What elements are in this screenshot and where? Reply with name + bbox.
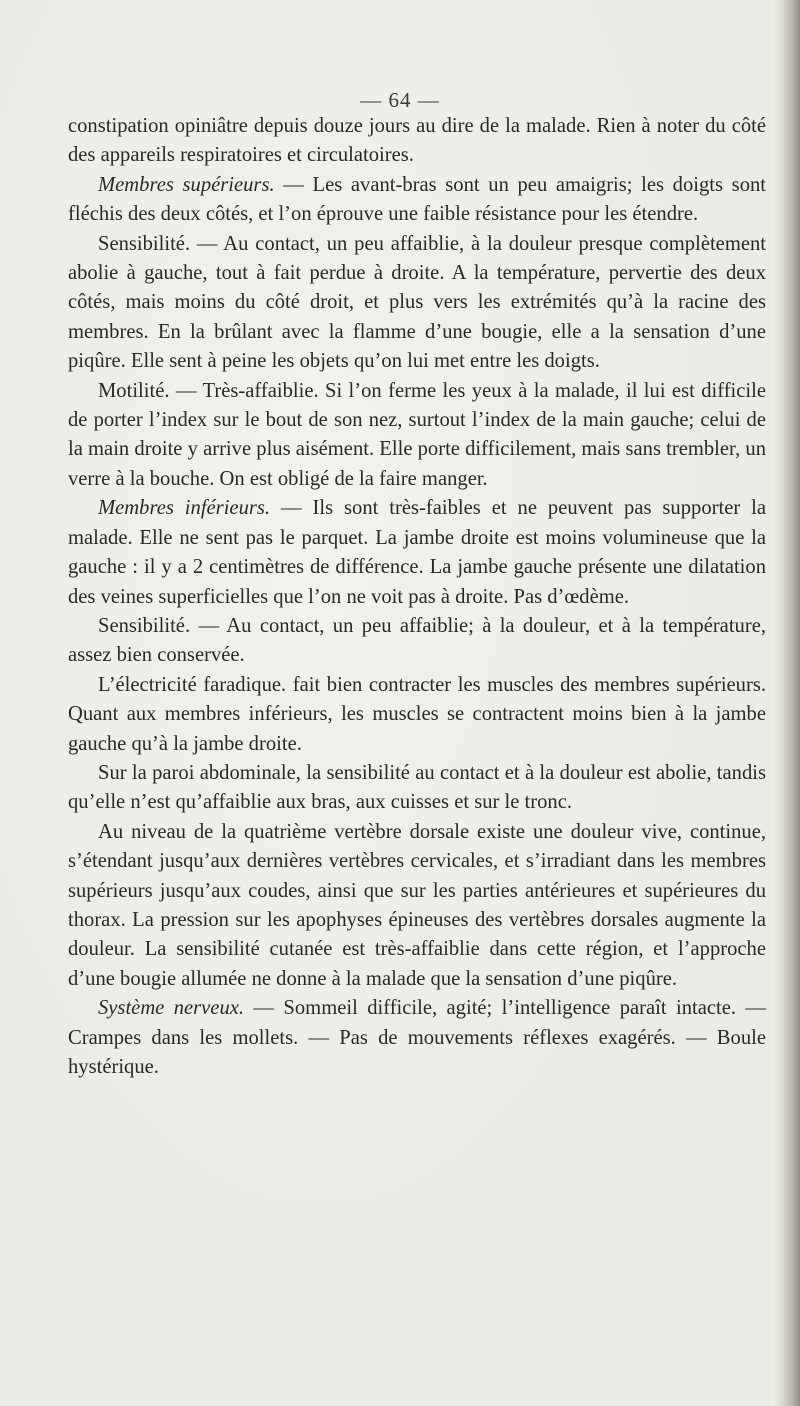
paragraph [68, 994, 766, 1082]
paragraph-text: — Les avant-bras sont un peu amaigris; les doigts sont fléchis des deux côtés, et l’on éprouve une faible résistance pour les étendre. [68, 173, 767, 226]
paragraph-text: Sur la paroi abdominale, la sensibilité au contact et à la douleur est abolie, tandis qu’elle n’est qu’affaiblie aux bras, aux cuisses et sur le tronc. [68, 761, 766, 814]
paragraph-text: constipation opiniâtre depuis douze jours au dire de la malade. Rien à noter du côté des appareils respiratoires et circulatoires. [68, 115, 766, 167]
paragraph [68, 494, 766, 612]
paragraph [68, 171, 766, 230]
paragraph-text: Sensibilité. — Au contact, un peu affaiblie, à la douleur presque complètement abolie à gauche, tout à fait perdue à droite. A la température, pervertie des deux côtés, mais moins du côté droit, et plus vers les extrémités qu’à la racine des membres. En la brûlant avec la flamme d’une bougie, elle a la sensation d’une piqûre. Elle sent à peine les objets qu’on lui met entre les doigts. [68, 232, 766, 373]
paragraph [68, 230, 766, 377]
paragraph [68, 612, 766, 671]
paragraph-lead: Membres supérieurs. [98, 173, 275, 196]
paragraph [68, 818, 766, 994]
paragraph-lead: Membres inférieurs. [98, 497, 271, 520]
page-number: — 64 — [360, 88, 440, 112]
paragraph-text: Au niveau de la quatrième vertèbre dorsale existe une douleur vive, continue, s’étendant jusqu’aux dernières vertèbres cervicales, et s’irradiant dans les membres supérieurs jusqu’aux coudes, ainsi que sur les parties antérieures et supérieures du thorax. La pression sur les apophyses épineuses des vertèbres dorsales augmente la douleur. La sensibilité cutanée est très-affaiblie dans cette région, et l’approche d’une bougie allumée ne donne à la malade que la sensation d’une piqûre. [68, 820, 766, 990]
paragraph-text: — Ils sont très-faibles et ne peuvent pas supporter la malade. Elle ne sent pas le parquet. La jambe droite est moins volumineuse que la gauche : il y a 2 centimètres de différence. La jambe gauche présente une dilatation des veines superficielles que l’on ne voit pas à droite. Pas d’œdème. [68, 497, 767, 608]
paragraph-text: Sensibilité. — Au contact, un peu affaiblie; à la douleur, et à la température, assez bien conservée. [68, 614, 766, 667]
paragraph [68, 377, 766, 495]
page-edge-shadow [774, 0, 800, 1406]
paragraph-lead: Système nerveux. [98, 997, 245, 1020]
paragraph [68, 112, 766, 171]
paragraph [68, 759, 766, 818]
paragraph-text: — Sommeil difficile, agité; l’intelligence paraît intacte. — Crampes dans les mollets. — Pas de mouvements réflexes exagérés. — Boule hystérique. [68, 997, 767, 1078]
page-text [68, 112, 766, 1082]
paragraph-text: L’électricité faradique. fait bien contracter les muscles des membres supérieurs. Quant aux membres inférieurs, les muscles se contractent moins bien à la jambe gauche qu’à la jambe droite. [68, 673, 766, 755]
paragraph [68, 671, 766, 759]
paragraph-text: Motilité. — Très-affaiblie. Si l’on ferme les yeux à la malade, il lui est difficile de porter l’index sur le bout de son nez, surtout l’index de la main gauche; celui de la main droite y arrive plus aisément. Elle porte difficilement, mais sans trembler, un verre à la bouche. On est obligé de la faire manger. [68, 379, 766, 490]
